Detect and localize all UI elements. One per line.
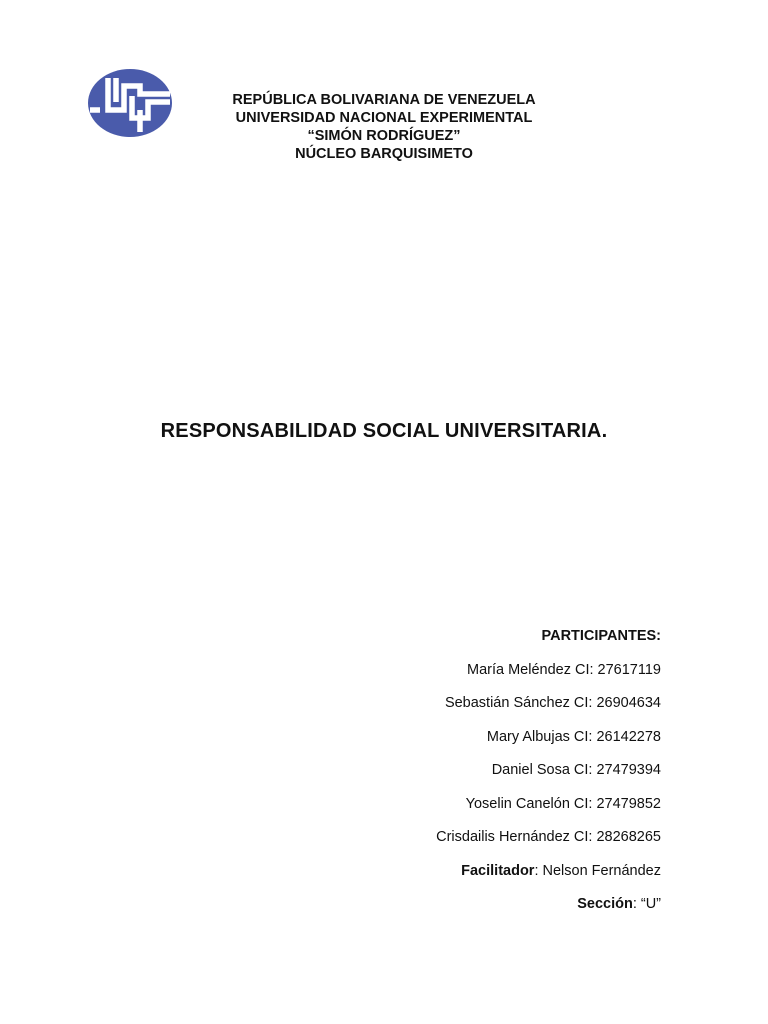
header-line-republic: REPÚBLICA BOLIVARIANA DE VENEZUELA: [232, 92, 536, 108]
facilitator-name: : Nelson Fernández: [534, 862, 661, 879]
participants-block: [436, 626, 661, 928]
participant-item: María Meléndez CI: 27617119: [467, 661, 661, 678]
institution-header: [0, 91, 768, 163]
header-line-campus: NÚCLEO BARQUISIMETO: [295, 146, 473, 162]
participant-item: Yoselin Canelón CI: 27479852: [465, 795, 661, 812]
section-label: Sección: [577, 896, 633, 912]
participants-heading: PARTICIPANTES:: [541, 628, 661, 644]
participant-item: Sebastián Sánchez CI: 26904634: [444, 695, 661, 711]
section-line: [436, 894, 661, 928]
section-value: : “U”: [632, 896, 661, 912]
facilitator-line: [436, 861, 661, 895]
facilitator-label: Facilitador: [461, 862, 535, 879]
document-title: RESPONSABILIDAD SOCIAL UNIVERSITARIA.: [160, 420, 608, 442]
header-line-name: “SIMÓN RODRÍGUEZ”: [307, 128, 461, 144]
participant-item: Crisdailis Hernández CI: 28268265: [436, 829, 661, 845]
header-line-university: UNIVERSIDAD NACIONAL EXPERIMENTAL: [235, 110, 533, 126]
participant-item: Mary Albujas CI: 26142278: [486, 728, 661, 745]
participant-item: Daniel Sosa CI: 27479394: [491, 762, 661, 778]
